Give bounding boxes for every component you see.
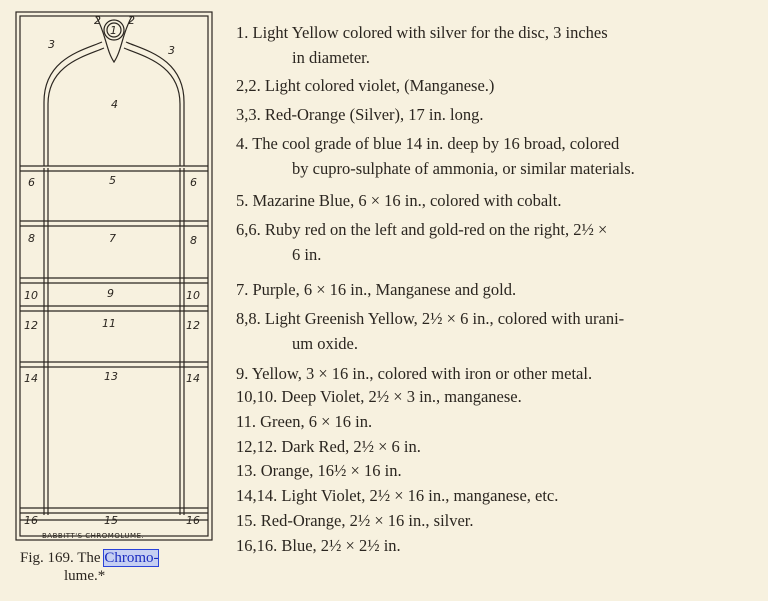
legend-item: 3,3. Red-Orange (Silver), 17 in. long. [236,105,484,124]
caption-prefix: Fig. 169. The [20,550,105,566]
label-10a: 10 [24,289,38,302]
label-10b: 10 [186,289,200,302]
legend-item: 11. Green, 6 × 16 in. [236,412,373,431]
legend-item: 12,12. Dark Red, 2½ × 6 in. [236,437,421,456]
caption-suffix: lume.* [64,568,106,584]
legend-item: 6,6. Ruby red on the left and gold-red on the right, 2½ × 6 in. [236,220,608,264]
label-8b: 8 [190,234,197,247]
legend-item: 10,10. Deep Violet, 2½ × 3 in., manganese. [236,387,522,406]
label-3a: 3 [48,38,55,51]
label-3b: 3 [168,44,175,57]
label-16a: 16 [24,514,38,527]
figure-caption [20,549,230,585]
label-16b: 16 [186,514,200,527]
label-14b: 14 [186,372,200,385]
label-13: 13 [104,370,118,383]
chromolume-diagram [14,10,214,550]
label-12a: 12 [24,319,38,332]
label-1: 1 [110,24,117,37]
label-12b: 12 [186,319,200,332]
label-9: 9 [107,287,114,300]
legend-item: 8,8. Light Greenish Yellow, 2½ × 6 in., colored with urani- um oxide. [236,309,625,353]
label-8a: 8 [28,232,35,245]
legend-item: 2,2. Light colored violet, (Manganese.) [236,76,495,95]
figure-strip-text: BABBITT'S CHROMOLUME. [42,532,145,540]
label-15: 15 [104,514,118,527]
legend-item: 5. Mazarine Blue, 6 × 16 in., colored with cobalt. [236,191,562,210]
label-11: 11 [102,317,116,330]
chromolume-figure [14,10,214,550]
legend-item: 14,14. Light Violet, 2½ × 16 in., manganese, etc. [236,486,559,505]
legend-item: 16,16. Blue, 2½ × 2½ in. [236,536,401,555]
legend-item: 13. Orange, 16½ × 16 in. [236,461,402,480]
label-6b: 6 [190,176,197,189]
label-2b: 2 [128,14,135,27]
legend-item: 7. Purple, 6 × 16 in., Manganese and gold. [236,280,517,299]
label-7: 7 [109,232,116,245]
label-4: 4 [111,98,118,111]
legend-item: 1. Light Yellow colored with silver for the disc, 3 inches in diameter. [236,23,608,67]
label-2a: 2 [94,14,101,27]
label-5: 5 [109,174,116,187]
legend-item: 9. Yellow, 3 × 16 in., colored with iron or other metal. [236,364,593,383]
caption-highlight[interactable]: Chromo- [104,550,159,566]
label-6a: 6 [28,176,35,189]
legend-item: 4. The cool grade of blue 14 in. deep by 16 broad, colored by cupro-sulphate of ammonia, or similar materials. [236,134,635,178]
label-14a: 14 [24,372,38,385]
legend-item: 15. Red-Orange, 2½ × 16 in., silver. [236,511,474,530]
